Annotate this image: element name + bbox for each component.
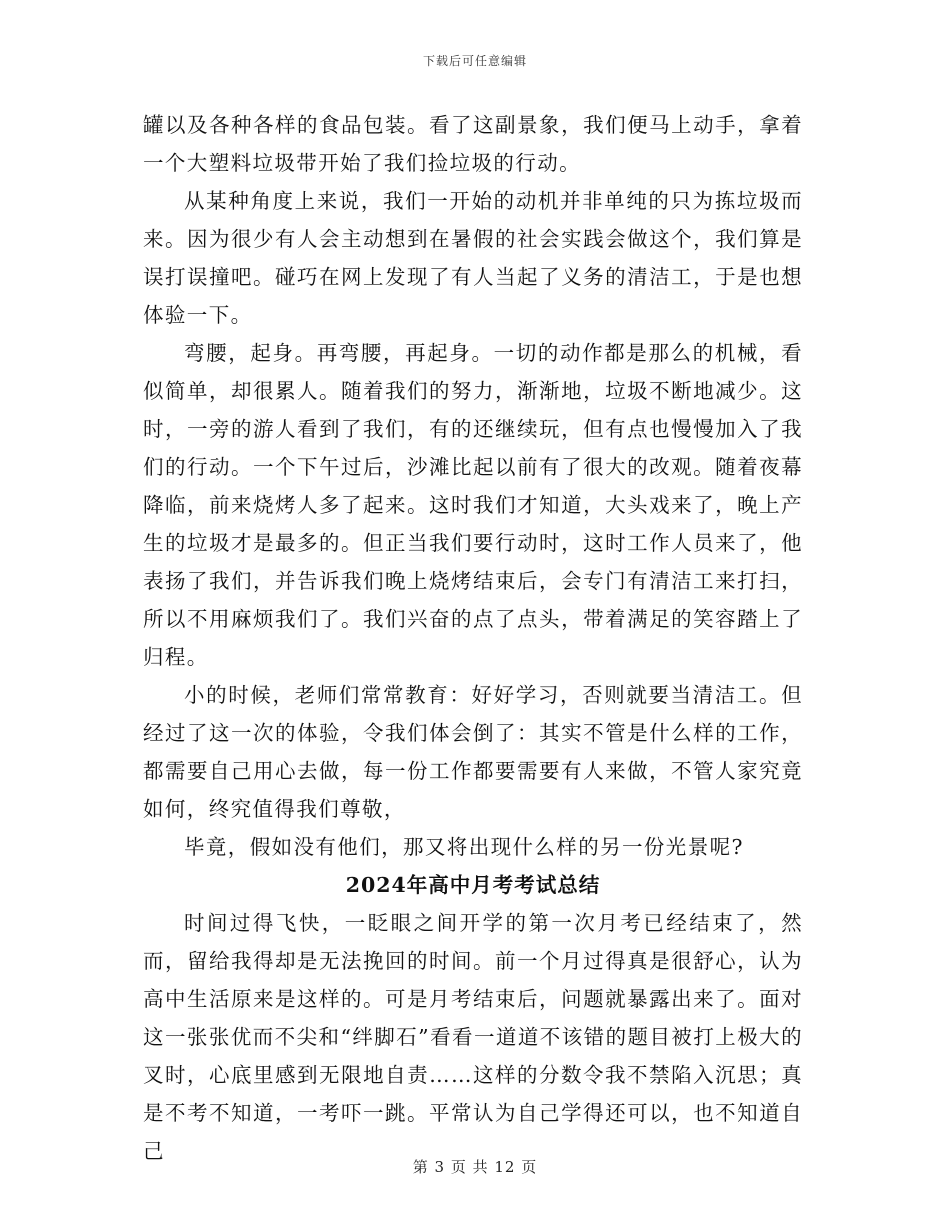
page-number: 第 3 页 共 12 页	[412, 1158, 538, 1176]
paragraph: 毕竟，假如没有他们，那又将出现什么样的另一份光景呢?	[184, 835, 744, 859]
paragraph: 弯腰，起身。再弯腰，再起身。一切的动作都是那么的机械，看似简单，却很累人。随着我们的努力，渐渐地，垃圾不断地减少。这时，一旁的游人看到了我们，有的还继续玩，但有点也慢慢加入了我们的行动。一个下午过后，沙滩比起以前有了很大的改观。随着夜幕降临，前来烧烤人多了起来。这时我们才知道，大头戏来了，晚上产生的垃圾才是最多的。但正当我们要行动时，这时工作人员来了，他表扬了我们，并告诉我们晚上烧烤结束后，会专门有清洁工来打扫，所以不用麻烦我们了。我们兴奋的点了点头，带着满足的笑容踏上了归程。	[143, 341, 803, 669]
paragraph: 小的时候，老师们常常教育：好好学习，否则就要当清洁工。但经过了这一次的体验，令我们体会倒了：其实不管是什么样的工作，都需要自己用心去做，每一份工作都要需要有人来做，不管人家究竟如何，终究值得我们尊敬，	[143, 683, 803, 821]
paragraph: 从某种角度上来说，我们一开始的动机并非单纯的只为拣垃圾而来。因为很少有人会主动想到在暑假的社会实践会做这个，我们算是误打误撞吧。碰巧在网上发现了有人当起了义务的清洁工，于是也想体验一下。	[143, 189, 803, 327]
header-note: 下载后可任意编辑	[422, 54, 527, 68]
paragraph: 时间过得飞快，一眨眼之间开学的第一次月考已经结束了，然而，留给我得却是无法挽回的时间。前一个月过得真是很舒心，认为高中生活原来是这样的。可是月考结束后，问题就暴露出来了。面对这一张张优而不尖和“绊脚石”看看一道道不该错的题目被打上极大的叉时，心底里感到无限地自责……这样的分数令我不禁陷入沉思；真是不考不知道，一考吓一跳。平常认为自己学得还可以，也不知道自己	[143, 911, 803, 1163]
paragraph-continuation: 罐以及各种各样的食品包装。看了这副景象，我们便马上动手，拿着一个大塑料垃圾带开始了我们捡垃圾的行动。	[143, 113, 803, 175]
document-body	[143, 106, 803, 1170]
section-title: 2024年高中月考考试总结	[345, 873, 601, 897]
